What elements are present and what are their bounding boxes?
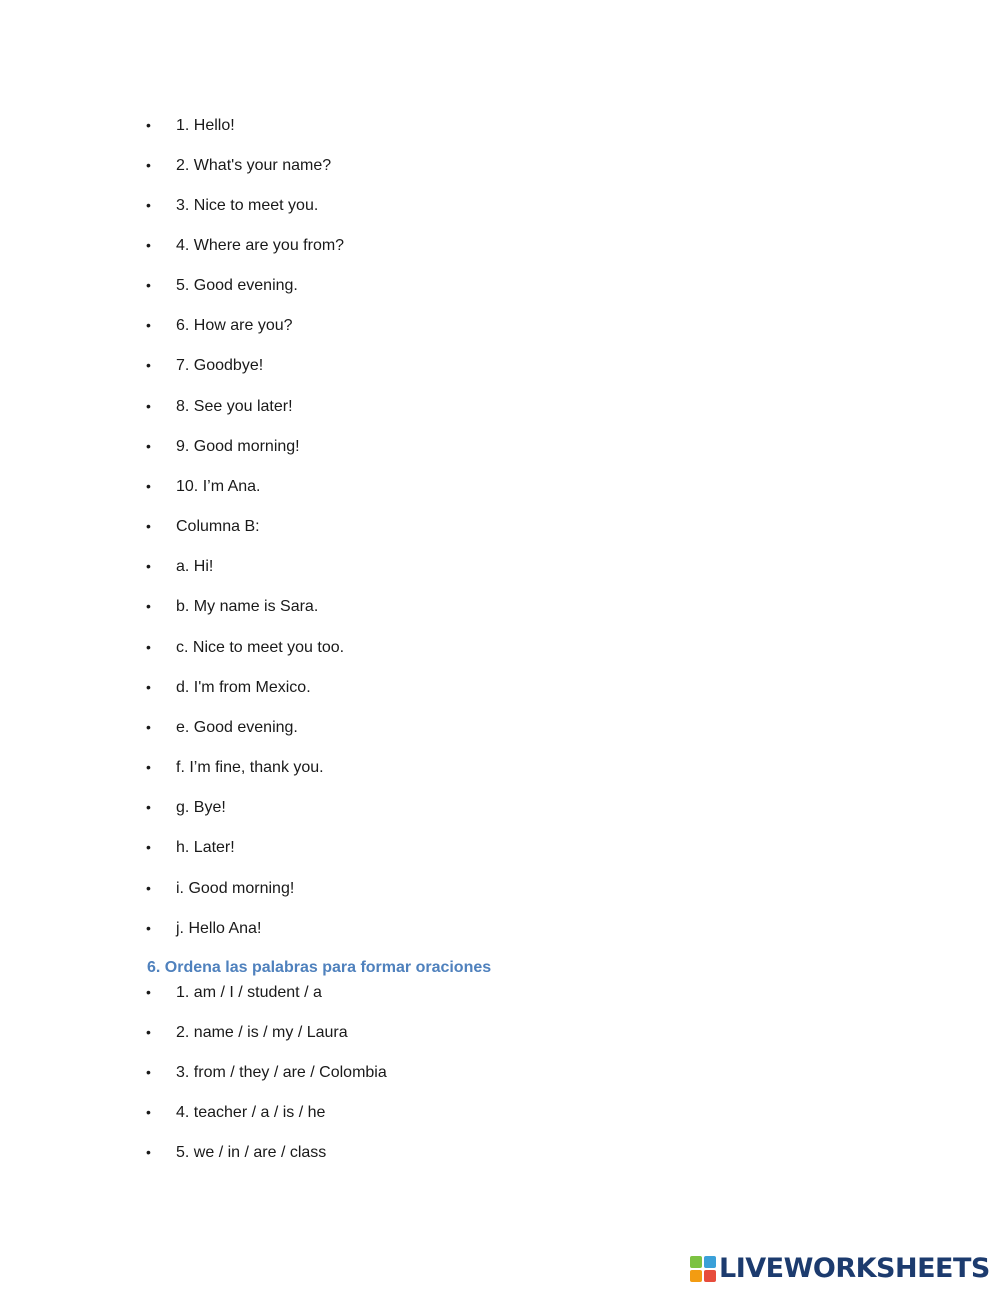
item-text: 1. Hello! (176, 117, 235, 134)
bullet: • (146, 117, 151, 133)
list-item (146, 716, 298, 738)
item-text: 2. What's your name? (176, 157, 332, 174)
bullet: • (146, 1144, 151, 1160)
item-text: 7. Goodbye! (176, 357, 264, 374)
item-text: d. I'm from Mexico. (176, 679, 311, 696)
list-item (146, 274, 298, 296)
bullet: • (146, 478, 151, 494)
bullet: • (146, 317, 151, 333)
list-item (146, 154, 331, 176)
list-item (146, 555, 213, 577)
list-item (146, 636, 344, 658)
bullet: • (146, 799, 151, 815)
liveworksheets-logo[interactable] (690, 1252, 990, 1286)
bullet: • (146, 1064, 151, 1080)
item-text: 9. Good morning! (176, 438, 300, 455)
item-text: e. Good evening. (176, 719, 298, 736)
item-text: b. My name is Sara. (176, 598, 319, 615)
bullet: • (146, 639, 151, 655)
list-item (146, 595, 318, 617)
item-text: f. I’m fine, thank you. (176, 759, 324, 776)
bullet: • (146, 984, 151, 1000)
item-text: j. Hello Ana! (176, 920, 262, 937)
item-text: c. Nice to meet you too. (176, 639, 345, 656)
list-item (146, 917, 261, 939)
list-item (146, 1141, 326, 1163)
bullet: • (146, 598, 151, 614)
item-text: g. Bye! (176, 799, 226, 816)
bullet: • (146, 518, 151, 534)
list-item (146, 234, 344, 256)
bullet: • (146, 880, 151, 896)
item-text: 6. How are you? (176, 317, 293, 334)
bullet: • (146, 197, 151, 213)
list-item (146, 981, 322, 1003)
list-item (146, 1101, 325, 1123)
bullet: • (146, 1024, 151, 1040)
item-text: 3. from / they / are / Colombia (176, 1064, 387, 1081)
list-item (146, 354, 263, 376)
list-item (146, 515, 260, 537)
bullet: • (146, 558, 151, 574)
item-text: 3. Nice to meet you. (176, 197, 319, 214)
item-text: 4. teacher / a / is / he (176, 1104, 326, 1121)
item-text: 5. Good evening. (176, 277, 298, 294)
list-item (146, 836, 235, 858)
list-item (146, 796, 226, 818)
list-item (146, 1021, 348, 1043)
bullet: • (146, 679, 151, 695)
bullet: • (146, 438, 151, 454)
item-text: i. Good morning! (176, 880, 295, 897)
list-item (146, 395, 293, 417)
item-text: 10. I’m Ana. (176, 478, 261, 495)
list-item (146, 114, 235, 136)
bullet: • (146, 357, 151, 373)
section-heading: 6. Ordena las palabras para formar oraciones (147, 959, 492, 976)
bullet: • (146, 719, 151, 735)
list-item (146, 877, 294, 899)
bullet: • (146, 237, 151, 253)
item-text: 4. Where are you from? (176, 237, 345, 254)
liveworksheets-logo-icon (690, 1256, 716, 1282)
item-text: h. Later! (176, 839, 235, 856)
list-item (146, 676, 311, 698)
bullet: • (146, 277, 151, 293)
item-text: 1. am / I / student / a (176, 984, 322, 1001)
item-text: 5. we / in / are / class (176, 1144, 327, 1161)
bullet: • (146, 1104, 151, 1120)
logo-text: LIVEWORKSHEETS (719, 1253, 990, 1284)
item-text: 8. See you later! (176, 398, 293, 415)
bullet: • (146, 759, 151, 775)
list-item (146, 435, 300, 457)
list-item (146, 314, 293, 336)
bullet: • (146, 398, 151, 414)
bullet: • (146, 157, 151, 173)
item-text: 2. name / is / my / Laura (176, 1024, 348, 1041)
bullet: • (146, 839, 151, 855)
item-text: a. Hi! (176, 558, 214, 575)
list-item (146, 756, 324, 778)
list-item (146, 1061, 387, 1083)
item-text: Columna B: (176, 518, 260, 535)
list-item (146, 475, 261, 497)
bullet: • (146, 920, 151, 936)
list-item (146, 194, 318, 216)
